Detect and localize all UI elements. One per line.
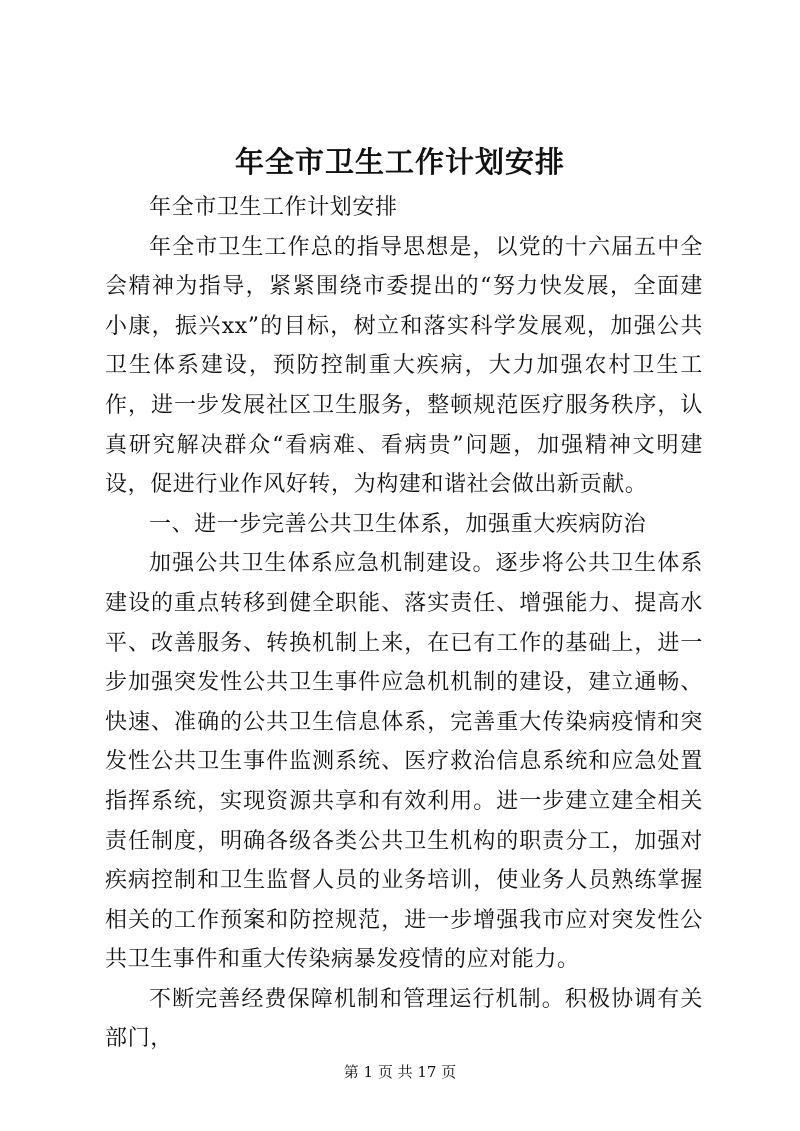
paragraph-guiding-idea: 年全市卫生工作总的指导思想是，以党的十六届五中全会精神为指导，紧紧围绕市委提出的“努力快发展，全面建小康，振兴xx”的目标，树立和落实科学发展观，加强公共卫生体系建设，预防控制重大疾病，大力加强农村卫生工作，进一步发展社区卫生服务，整顿规范医疗服务秩序，认真研究解决群众“看病难、看病贵”问题，加强精神文明建设，促进行业作风好转，为构建和谐社会做出新贡献。: [105, 234, 703, 498]
page-number-footer: 第 1 页 共 17 页: [343, 1063, 457, 1081]
document-title: 年全市卫生工作计划安排: [234, 145, 565, 179]
paragraph-emergency-mechanism: 加强公共卫生体系应急机制建设。逐步将公共卫生体系建设的重点转移到健全职能、落实责任、增强能力、提高水平、改善服务、转换机制上来，在已有工作的基础上，进一步加强突发性公共卫生事件应急机机制的建设，建立通畅、快速、准确的公共卫生信息体系，完善重大传染病疫情和突发性公共卫生事件监测系统、医疗救治信息系统和应急处置指挥系统，实现资源共享和有效利用。进一步建立建全相关责任制度，明确各级各类公共卫生机构的职责分工，加强对疾病控制和卫生监督人员的业务培训，使业务人员熟练掌握相关的工作预案和防控规范，进一步增强我市应对突发性公共卫生事件和重大传染病暴发疫情的应对能力。: [105, 551, 703, 973]
paragraph-funding-mechanism: 不断完善经费保障机制和管理运行机制。积极协调有关部门，: [105, 986, 703, 1052]
paragraph-subtitle: 年全市卫生工作计划安排: [149, 195, 398, 220]
section-heading-1: 一、进一步完善公共卫生体系，加强重大疾病防治: [149, 511, 647, 537]
document-body: [105, 188, 703, 1059]
